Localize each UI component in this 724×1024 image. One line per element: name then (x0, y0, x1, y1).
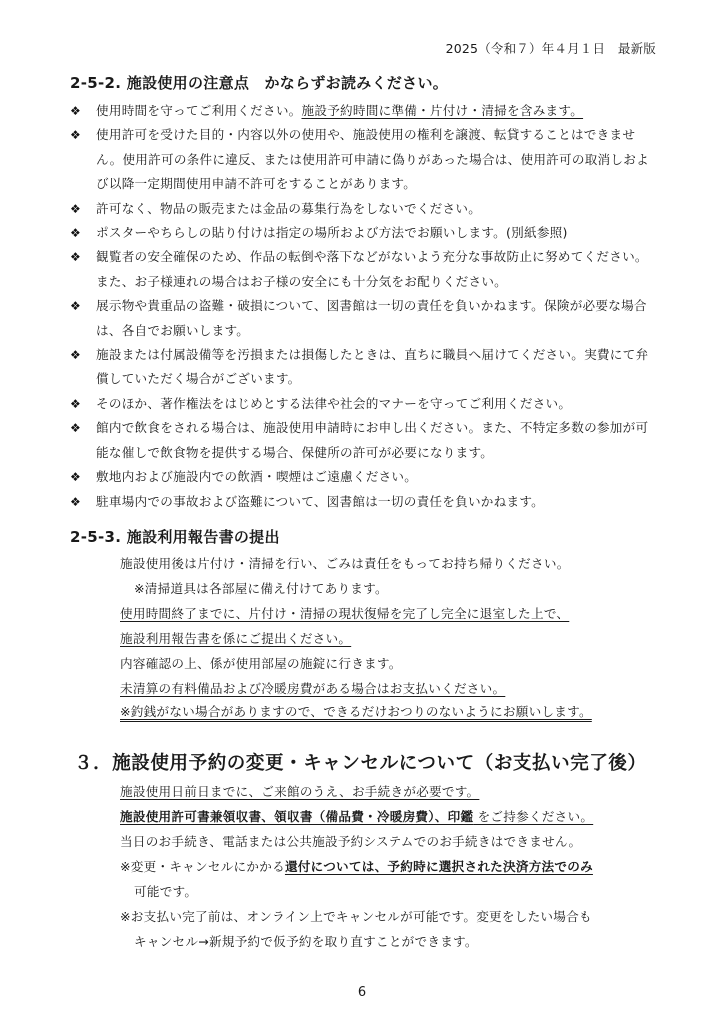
change-line (120, 806, 593, 825)
list-item (70, 197, 660, 221)
report-line: 未清算の有料備品および冷暖房費がある場合はお支払いください。 (120, 681, 506, 696)
diamond-bullet-icon: ❖ (70, 348, 82, 363)
change-note-cont: キャンセル→新規予約で仮予約を取り直すことができます。 (134, 934, 478, 949)
list-item-text: ポスターやちらしの貼り付けは指定の場所および方法でお願いします。(別紙参照) (96, 225, 568, 241)
diamond-bullet-icon: ❖ (70, 250, 82, 265)
report-line: 施設利用報告書を係にご提出ください。 (120, 631, 352, 646)
list-item-text: 許可なく、物品の販売または金品の募集行為をしないでください。 (96, 200, 482, 216)
section-252-heading: 2-5-2. 施設使用の注意点 かならずお読みください。 (70, 74, 449, 92)
list-item-text: そのほか、著作権法をはじめとする法律や社会的マナーを守ってご利用ください。 (96, 395, 572, 411)
diamond-bullet-icon: ❖ (70, 128, 82, 143)
diamond-bullet-icon: ❖ (70, 299, 82, 314)
list-item-text: 使用許可を受けた目的・内容以外の使用や、施設使用の権利を譲渡、転貸することはできません。使用許可の条件に違反、または使用許可申請に偽りがあった場合は、使用許可の取消しおよび以降一定期間使用申請不許可をすることがあります。 (96, 127, 649, 192)
diamond-bullet-icon: ❖ (70, 104, 82, 118)
list-item-text: 使用時間を守ってご利用ください。 (96, 103, 302, 118)
report-line: 使用時間終了までに、片付け・清掃の現状復帰を完了し完全に退室した上で、 (120, 606, 570, 621)
diamond-bullet-icon: ❖ (70, 201, 82, 216)
list-item (70, 465, 660, 489)
list-item-text: 駐車場内での事故および盗難について、図書館は一切の責任を負いかねます。 (96, 493, 545, 509)
diamond-bullet-icon: ❖ (70, 396, 82, 411)
change-note: ※お支払い完了前は、オンライン上でキャンセルが可能です。変更をしたい場合も (120, 909, 592, 924)
list-item (70, 343, 660, 392)
diamond-bullet-icon: ❖ (70, 421, 82, 436)
report-line: 施設使用後は片付け・清掃を行い、ごみは責任をもってお持ち帰りください。 (120, 556, 570, 571)
list-item-text: 展示物や貴重品の盗難・破損について、図書館は一切の責任を負いかねます。保険が必要な場合は、各自でお願いします。 (96, 298, 647, 338)
list-item-text: 施設または付属設備等を汚損または損傷したときは、直ちに職員へ届けてください。実費にて弁償していただく場合がございます。 (96, 347, 649, 387)
list-item (70, 392, 660, 416)
diamond-bullet-icon: ❖ (70, 470, 82, 485)
notice-list (70, 99, 660, 514)
list-item-emphasis: 施設予約時間に準備・片付け・清掃を含みます。 (301, 103, 584, 118)
list-item (70, 123, 660, 196)
change-note-cont: 可能です。 (134, 884, 198, 899)
diamond-bullet-icon: ❖ (70, 226, 82, 241)
report-line: 内容確認の上、係が使用部屋の施錠に行きます。 (120, 656, 402, 671)
list-item (70, 99, 660, 123)
section-3-heading: ３．施設使用予約の変更・キャンセルについて（お支払い完了後） (74, 753, 647, 774)
change-line-rest: をご持参ください。 (473, 809, 594, 824)
change-note-text: ※変更・キャンセルにかかる (120, 859, 285, 874)
list-item (70, 294, 660, 343)
required-documents: 施設使用許可書兼領収書、領収書（備品費・冷暖房費）、印鑑 (120, 809, 474, 824)
page-number: 6 (357, 985, 367, 1000)
list-item (70, 416, 660, 465)
change-line: 当日のお手続き、電話または公共施設予約システムでのお手続きはできません。 (120, 834, 582, 849)
section-253-heading: 2-5-3. 施設利用報告書の提出 (70, 528, 280, 546)
refund-emphasis: 還付については、予約時に選択された決済方法でのみ (284, 859, 593, 874)
change-note (120, 856, 593, 875)
list-item-text: 敷地内および施設内での飲酒・喫煙はご遠慮ください。 (96, 469, 418, 485)
change-line: 施設使用日前日までに、ご来館のうえ、お手続きが必要です。 (120, 784, 480, 799)
list-item-text: 館内で飲食をされる場合は、施設使用申請時にお申し出ください。また、不特定多数の参加が可能な催しで飲食物を提供する場合、保健所の許可が必要になります。 (96, 420, 649, 460)
edition-date: 2025（令和７）年４月１日 最新版 (445, 41, 656, 56)
list-item (70, 221, 660, 245)
diamond-bullet-icon: ❖ (70, 494, 82, 509)
list-item (70, 245, 660, 294)
list-item (70, 490, 660, 514)
list-item-text: 観覧者の安全確保のため、作品の転倒や落下などがないよう充分な事故防止に努めてください。また、お子様連れの場合はお子様の安全にも十分気をお配りください。 (96, 249, 648, 289)
report-note: ※釣銭がない場合がありますので、できるだけおつりのないようにお願いします。 (120, 704, 592, 719)
report-note: ※清掃道具は各部屋に備え付けてあります。 (134, 581, 388, 596)
